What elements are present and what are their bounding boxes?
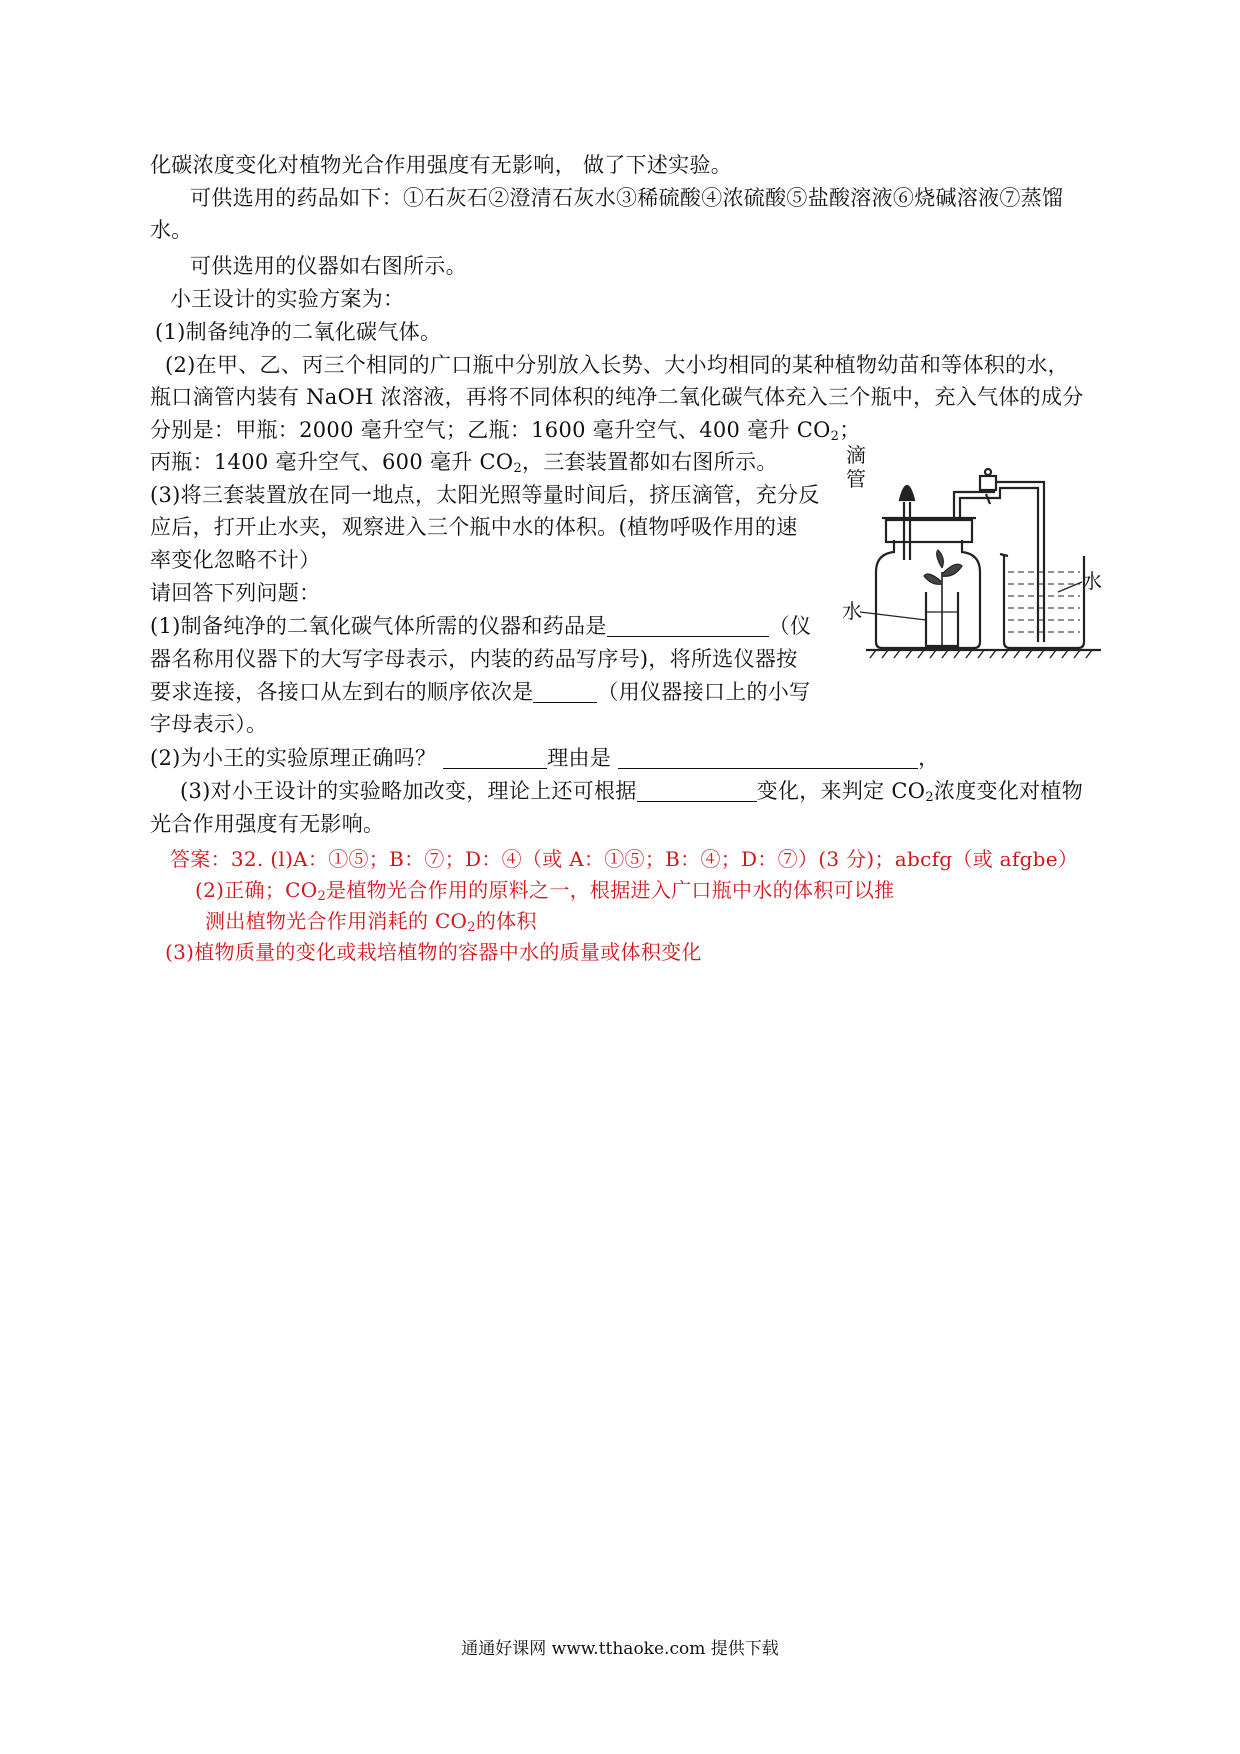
question-1-line-3-text: 要求连接，各接口从左到右的顺序依次是 [150,680,534,704]
question-1-text: (1)制备纯净的二氧化碳气体所需的仪器和药品是 [150,614,607,638]
question-1-line-4: 字母表示）。 [150,712,268,736]
dropper-label-bottom: 管 [846,467,866,491]
dropper-label-top: 滴 [846,443,866,467]
answer-line-3-end: 的体积 [475,909,537,933]
question-3-end: 浓度变化对植物 [933,779,1084,803]
apparatus-figure [842,442,1106,674]
step-2-line-3-end: ； [839,418,861,442]
step-2-line-4-text: 丙瓶：1400 毫升空气、600 毫升 CO [150,450,514,474]
water-label-right: 水 [1082,569,1102,593]
answer-blank [637,779,757,802]
question-3-mid: 变化，来判定 CO [756,779,926,803]
answer-blank [618,746,918,769]
intro-line: 化碳浓度变化对植物光合作用强度有无影响， 做了下述实验。 [150,153,733,177]
step-2-line-1: (2)在甲、乙、丙三个相同的广口瓶中分别放入长势、大小均相同的某种植物幼苗和等体积的水， [165,353,1069,377]
question-1-line-1 [150,611,811,641]
step-2-line-3-text: 分别是：甲瓶：2000 毫升空气；乙瓶：1600 毫升空气、400 毫升 CO [150,418,831,442]
answer-line-2-end: 是植物光合作用的原料之一，根据进入广口瓶中水的体积可以推 [326,878,895,902]
drugs-line-1: 可供选用的药品如下：①石灰石②澄清石灰水③稀硫酸④浓硫酸⑤盐酸溶液⑥烧碱溶液⑦蒸馏 [190,186,1064,210]
step-2-line-4-end: ，三套装置都如右图所示。 [522,450,778,474]
step-3-line-2: 应后，打开止水夹，观察进入三个瓶中水的体积。(植物呼吸作用的速 [150,515,798,539]
question-1-end: （仪 [768,614,812,638]
question-3-text: (3)对小王设计的实验略加改变，理论上还可根据 [180,779,637,803]
question-2-text: (2)为小王的实验原理正确吗？ [150,746,444,770]
question-2-reason: 理由是 [547,746,619,770]
question-1-line-3-end: （用仪器接口上的小写 [597,680,811,704]
question-3-line-2: 光合作用强度有无影响。 [150,812,385,836]
page-footer: 通通好课网 www.tthaoke.com 提供下载 [461,1639,779,1659]
answer-line-4: (3)植物质量的变化或栽培植物的容器中水的质量或体积变化 [165,940,702,964]
answer-blank [607,614,769,637]
subscript-2: 2 [830,429,840,444]
subscript-2: 2 [317,889,327,904]
drugs-line-2: 水。 [150,218,193,242]
questions-title: 请回答下列问题： [150,581,321,605]
step-2-line-4 [150,447,778,477]
subscript-2: 2 [925,790,934,805]
answer-line-3-text: 测出植物光合作用消耗的 CO [205,909,468,933]
water-label-left: 水 [842,599,862,623]
subscript-2: 2 [513,461,523,476]
answer-blank [443,746,547,769]
subscript-2: 2 [467,920,476,935]
answer-line-2 [195,875,894,905]
question-1-line-3 [150,677,810,707]
step-1: (1)制备纯净的二氧化碳气体。 [155,320,442,344]
question-3-line-1 [180,776,1083,806]
step-2-line-2: 瓶口滴管内装有 NaOH 浓溶液，再将不同体积的纯净二氧化碳气体充入三个瓶中，充入气体的成分 [150,385,1084,409]
plan-title: 小王设计的实验方案为： [170,287,405,311]
question-1-line-2: 器名称用仪器下的大写字母表示，内装的药品写序号)，将所选仪器按 [150,647,798,671]
answer-line-1: 答案：32. (l)A：①⑤；B：⑦；D：④（或 A：①⑤；B：④；D：⑦）(3 分)；abcfg（或 afgbe） [170,847,1079,871]
answer-line-2-text: (2)正确；CO [195,878,318,902]
step-3-line-3: 率变化忽略不计） [150,548,321,572]
answer-line-3 [205,906,537,936]
question-2-end: ， [918,746,940,770]
step-3-line-1: (3)将三套装置放在同一地点，太阳光照等量时间后，挤压滴管，充分反 [150,483,820,507]
step-2-line-3 [150,415,861,445]
instruments-line: 可供选用的仪器如右图所示。 [190,254,467,278]
answer-blank [533,680,597,703]
question-2 [150,743,939,773]
